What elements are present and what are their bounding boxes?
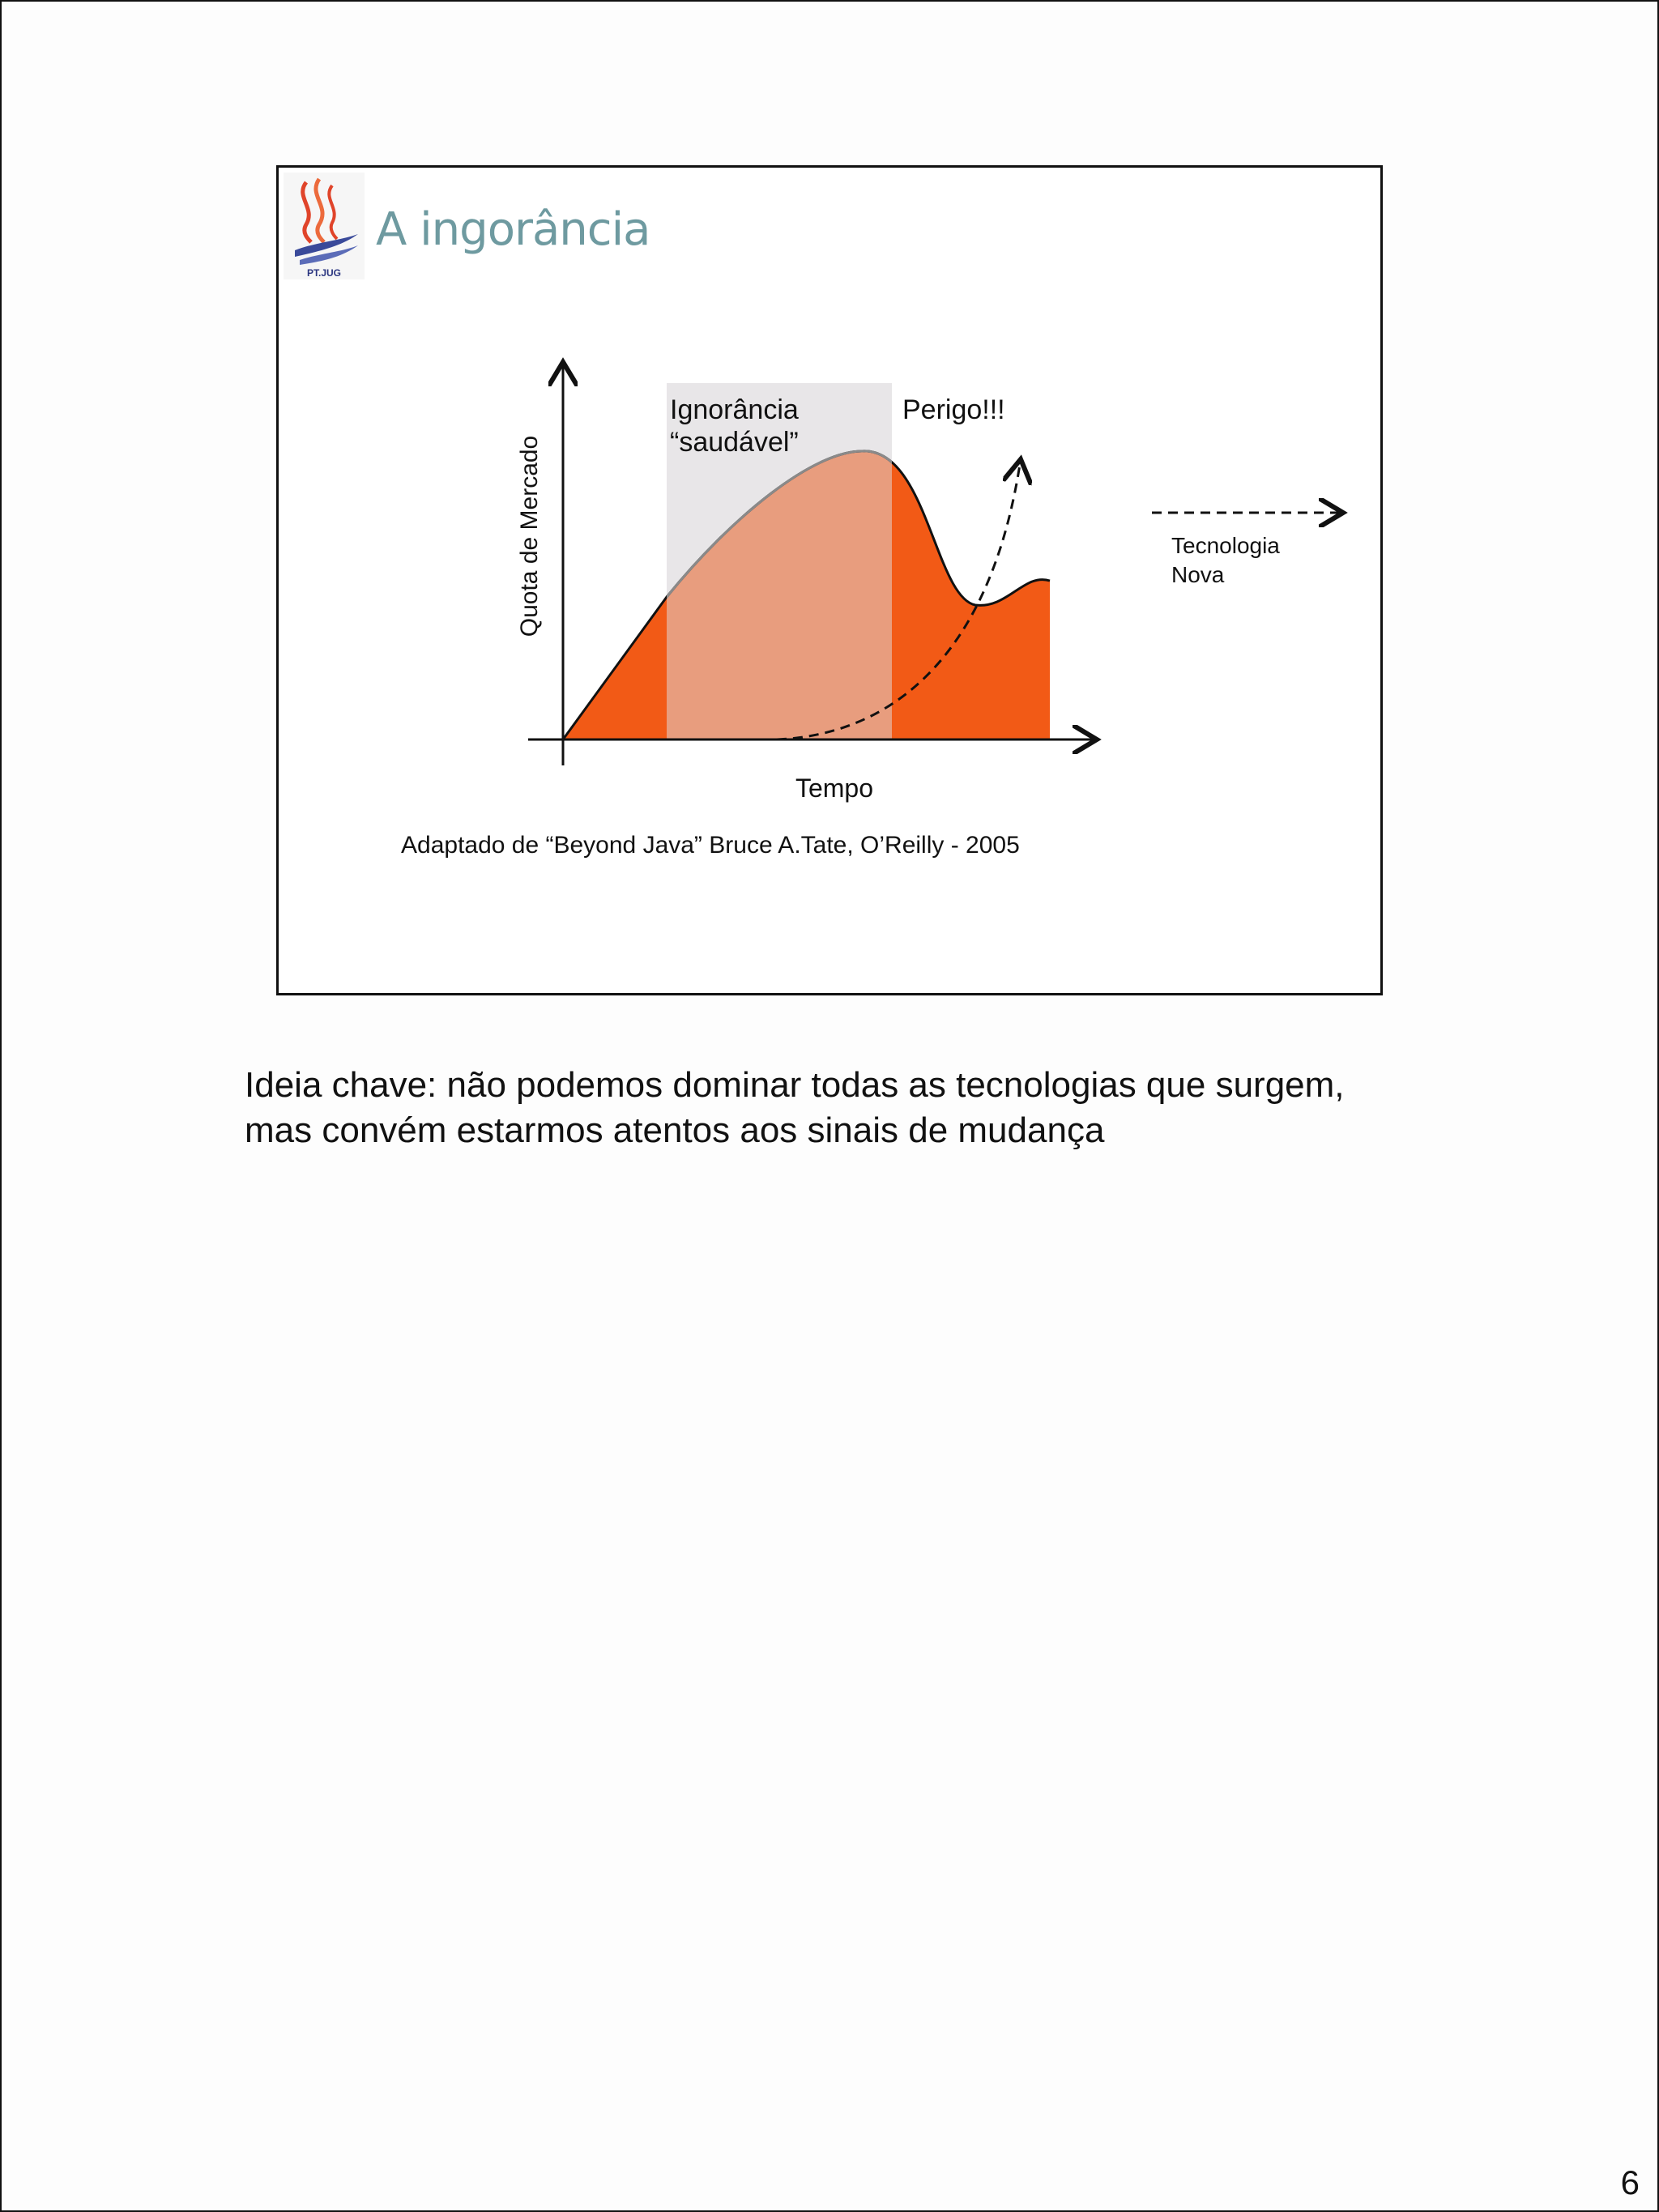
- danger-label: Perigo!!!: [902, 394, 1005, 425]
- y-axis-label: Quota de Mercado: [516, 435, 543, 637]
- notes-line-1: Ideia chave: não podemos dominar todas as tecnologias que surgem,: [245, 1065, 1345, 1105]
- slide-title: A ingorância: [376, 203, 650, 256]
- healthy-ignorance-label-line2: “saudável”: [670, 427, 799, 458]
- ignorance-diagram: [279, 168, 1380, 993]
- page-number: 6: [1620, 2163, 1640, 2201]
- x-axis-label: Tempo: [795, 774, 874, 803]
- source-citation: Adaptado de “Beyond Java” Bruce A.Tate, O’Reilly - 2005: [401, 832, 1020, 859]
- legend-label-line2: Nova: [1171, 562, 1225, 587]
- speaker-notes: [245, 1063, 1508, 1153]
- healthy-ignorance-label-line1: Ignorância: [670, 394, 799, 425]
- notes-line-2: mas convém estarmos atentos aos sinais de mudança: [245, 1110, 1105, 1150]
- slide-frame: [276, 165, 1383, 995]
- logo-text: PT.JUG: [306, 267, 342, 279]
- legend-label-line1: Tecnologia: [1171, 533, 1280, 558]
